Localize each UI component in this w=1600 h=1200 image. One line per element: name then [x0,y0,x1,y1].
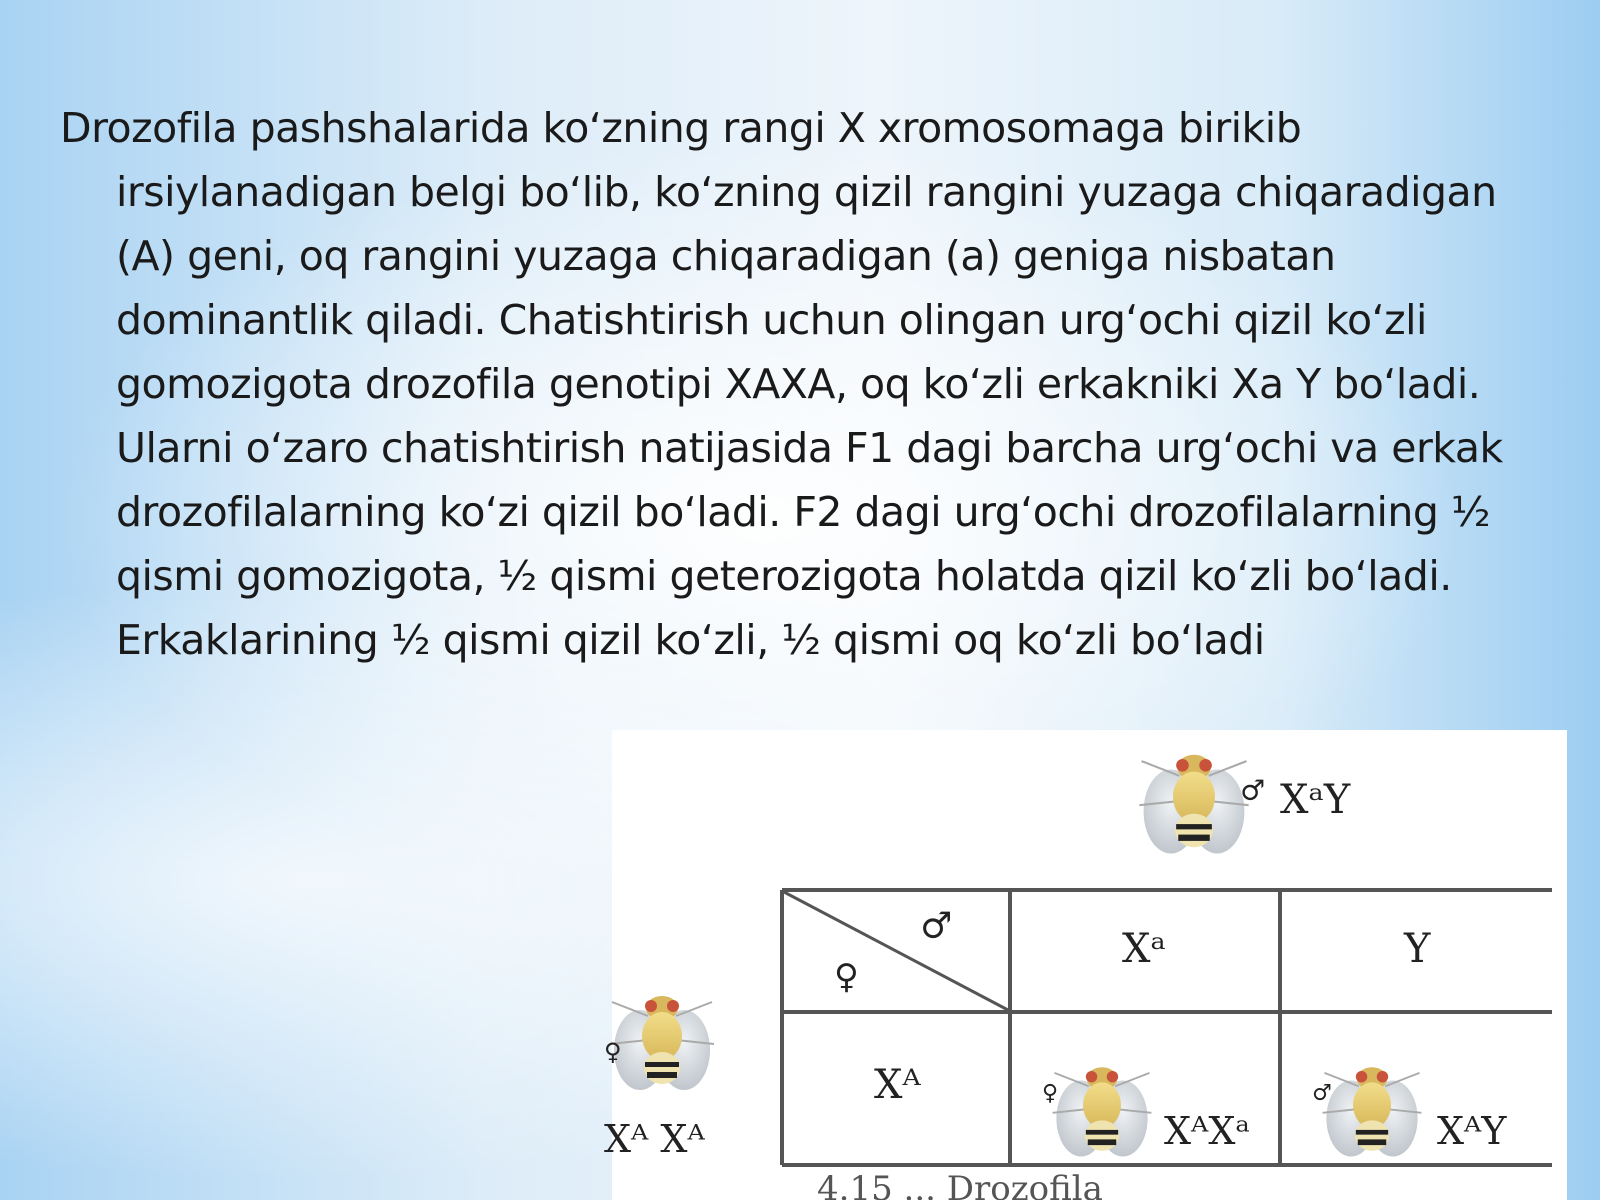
punnett-figure [604,730,1567,1200]
row-header-xA: Xᴬ [874,1062,921,1108]
body-paragraph: Drozofila pashshalarida koʻzning rangi X xromosomaga birikib irsiylanadigan belgi boʻlib, koʻzning qizil rangini yuzaga chiqaradigan (A) geni, oq rangini yuzaga chiqaradigan (a) geniga nisbatan dominantlik qiladi. Chatishtirish uchun olingan urgʻochi qizil koʻzli gomozigota drozofila genotipi XAXA, oq koʻzli erkakniki Xa Y boʻladi. Ularni oʻzaro chatishtirish natijasida F1 dagi barcha urgʻochi va erkak drozofilalarning koʻzi qizil boʻladi. F2 dagi urgʻochi drozofilalarning ½ qismi gomozigota, ½ qismi geterozigota holatda qizil koʻzli boʻladi. Erkaklarining ½ qismi qizil koʻzli, ½ qismi oq koʻzli boʻladi [60,104,1503,664]
col-header-xa: Xᵃ [1122,926,1166,972]
offspring-male-fly-icon [1323,1067,1422,1156]
figure-caption-partial: 4.15 ... Drozofila [817,1169,1103,1200]
female-parent-genotype: Xᴬ Xᴬ [604,1117,705,1161]
offspring-female-symbol: ♀ [1042,1081,1059,1106]
offspring-male-symbol: ♂ [1312,1081,1332,1106]
offspring-female-fly-icon [1053,1067,1152,1156]
cell-xAy: XᴬY [1437,1109,1507,1153]
grid-corner-male-symbol: ♂ [920,906,953,947]
col-header-y: Y [1404,926,1431,972]
male-parent-symbol: ♂ [1240,774,1266,807]
female-parent-symbol: ♀ [604,1038,622,1066]
male-parent-fly-icon [1139,755,1248,854]
grid-corner-female-symbol: ♀ [834,957,859,997]
punnett-svg [604,730,1567,1200]
cell-xAxa: XᴬXᵃ [1164,1109,1251,1153]
female-parent-fly-icon [610,996,714,1090]
male-parent-genotype: XᵃY [1280,777,1351,823]
